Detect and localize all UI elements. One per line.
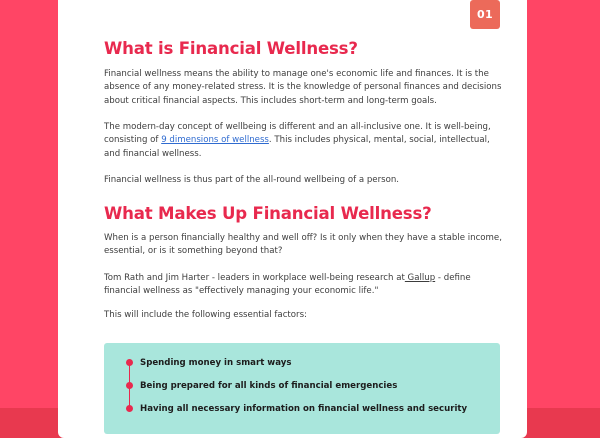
paragraph-text: - define financial wellness as "effectively managing your economic life." (104, 273, 471, 297)
paragraph-text: Tom Rath and Jim Harter - leaders in workplace well-being research at (104, 273, 405, 283)
paragraph-text: . This includes physical, mental, social, intellectual, and financial wellness. (104, 135, 490, 159)
factor-item: Spending money in smart ways (140, 358, 292, 368)
paragraph: Financial wellness means the ability to manage one's economic life and finances. It is the absence of any money-related stress. It is the knowledge of personal finances and decisions about critical financial aspects. This includes short-term and long-term goals. (104, 69, 502, 106)
paragraph: When is a person financially healthy and well off? Is it only when they have a stable income, essential, or is it something beyond that? (104, 233, 502, 257)
paragraph: Financial wellness is thus part of the all-round wellbeing of a person. (104, 175, 400, 185)
essential-factors-box (104, 343, 500, 434)
factor-item: Being prepared for all kinds of financial emergencies (140, 381, 398, 391)
factor-item: Having all necessary information on financial wellness and security (140, 404, 468, 414)
paragraph-text: The modern-day concept of wellbeing is different and an all-inclusive one. It is well-being, consisting of (104, 122, 491, 146)
bullet-dot-icon (126, 359, 133, 366)
bullet-dot-icon (126, 382, 133, 389)
paragraph-with-link (104, 121, 504, 161)
bullet-dot-icon (126, 405, 133, 412)
section-title-what-makes-up: What Makes Up Financial Wellness? (104, 204, 432, 223)
section-title-what-is: What is Financial Wellness? (104, 39, 358, 58)
dimensions-of-wellness-link[interactable]: 9 dimensions of wellness (161, 135, 269, 146)
page-number-badge: 01 (470, 0, 500, 29)
gallup-link[interactable]: Gallup (404, 273, 436, 283)
paragraph-with-link (104, 272, 504, 299)
paragraph: This will include the following essential factors: (104, 310, 307, 320)
